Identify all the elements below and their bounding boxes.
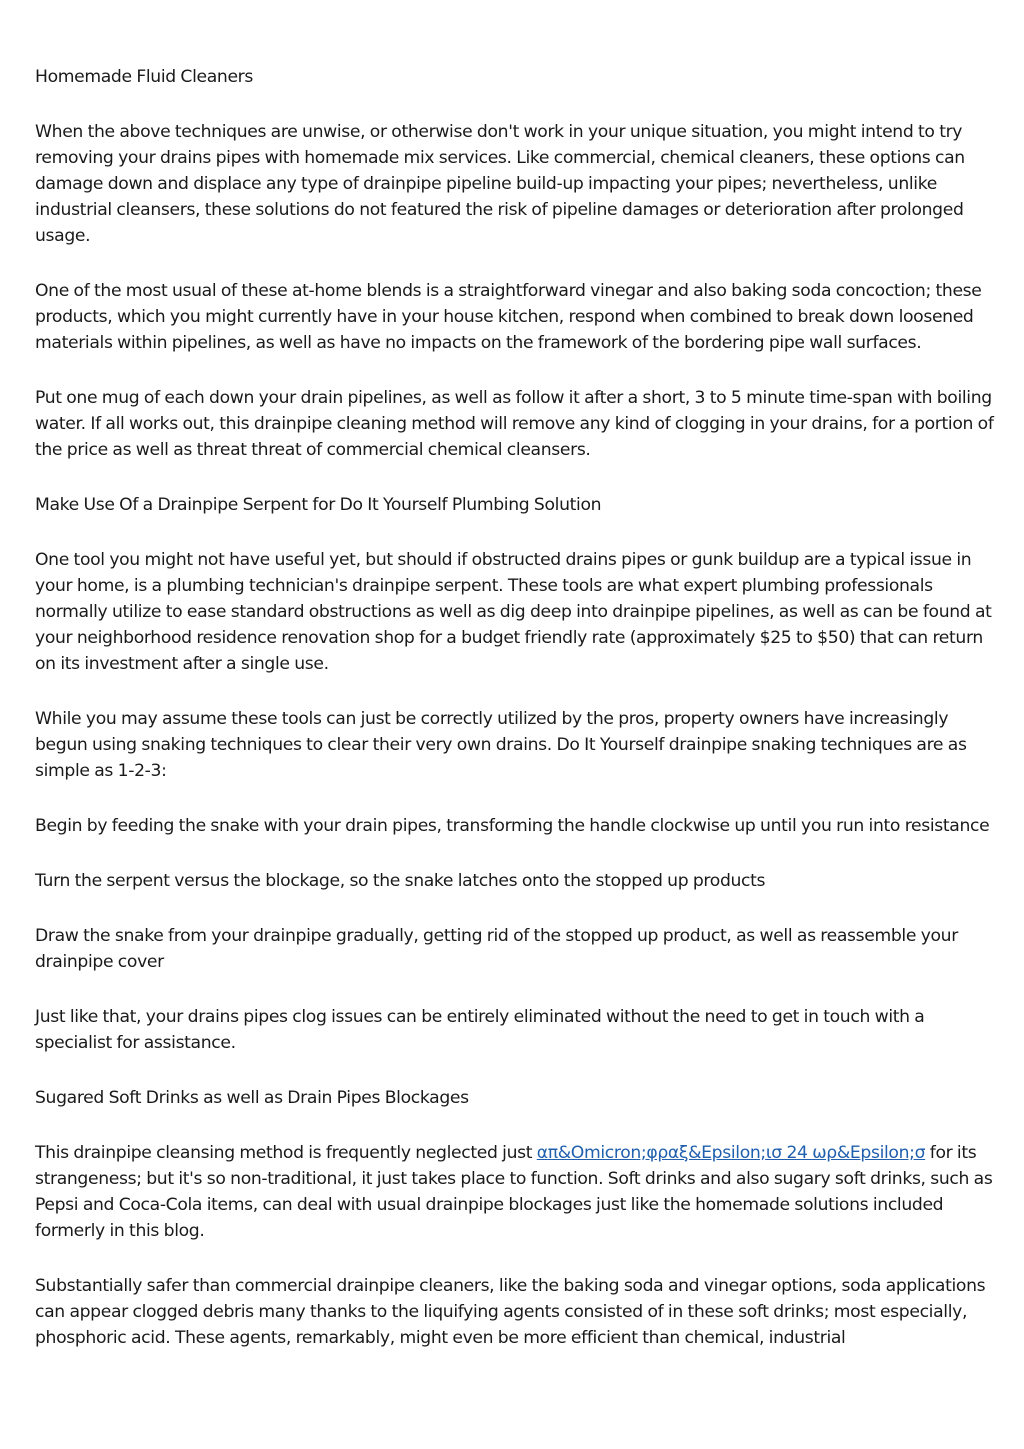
step-paragraph: Begin by feeding the snake with your drain pipes, transforming the handle clockwise up until you run into resistance [35, 816, 990, 836]
inline-link[interactable]: απ&Omicron;φραξ&Epsilon;ισ 24 ωρ&Epsilon;σ [536, 1143, 926, 1163]
paragraph: While you may assume these tools can just be correctly utilized by the pros, property owners have increasingly begun using snaking techniques to clear their very own drains. Do It Yourself drainpipe snaking techniques are as simple as 1-2-3: [35, 709, 967, 781]
step-paragraph: Turn the serpent versus the blockage, so the snake latches onto the stopped up products [35, 871, 766, 891]
link-paragraph-before: This drainpipe cleansing method is frequently neglected just [35, 1143, 537, 1163]
paragraph: One tool you might not have useful yet, but should if obstructed drains pipes or gunk buildup are a typical issue in your home, is a plumbing technician's drainpipe serpent. These tools are what expert plumbing professionals normally utilize to ease standard obstructions as well as dig deep into drainpipe pipelines, as well as can be found at your neighborhood residence renovation shop for a budget friendly rate (approximately $25 to $50) that can return on its investment after a single use. [35, 550, 992, 674]
paragraph: When the above techniques are unwise, or otherwise don't work in your unique situation, you might intend to try removing your drains pipes with homemade mix services. Like commercial, chemical cleaners, these options can damage down and displace any type of drainpipe pipeline build-up impacting your pipes; nevertheless, unlike industrial cleansers, these solutions do not featured the risk of pipeline damages or deterioration after prolonged usage. [35, 122, 965, 246]
paragraph-with-link [35, 1140, 995, 1244]
paragraph: One of the most usual of these at-home blends is a straightforward vinegar and also baking soda concoction; these products, which you might currently have in your house kitchen, respond when combined to break down loosened materials within pipelines, as well as have no impacts on the framework of the bordering pipe wall surfaces. [35, 281, 982, 353]
link-paragraph-after: for its strangeness; but it's so non-traditional, it just takes place to function. Soft drinks and also sugary soft drinks, such as Pepsi and Coca-Cola items, can deal with usual drainpipe blockages just like the homemade solutions included formerly in this blog. [35, 1143, 993, 1241]
heading-sugared-soft-drinks: Sugared Soft Drinks as well as Drain Pipes Blockages [35, 1088, 469, 1108]
heading-drainpipe-serpent: Make Use Of a Drainpipe Serpent for Do It Yourself Plumbing Solution [35, 495, 602, 515]
heading-homemade-fluid-cleaners: Homemade Fluid Cleaners [35, 67, 254, 87]
paragraph: Substantially safer than commercial drainpipe cleaners, like the baking soda and vinegar options, soda applications can appear clogged debris many thanks to the liquifying agents consisted of in these soft drinks; most especially, phosphoric acid. These agents, remarkably, might even be more efficient than chemical, industrial [35, 1276, 986, 1348]
document-body [35, 64, 995, 1380]
step-paragraph: Draw the snake from your drainpipe gradually, getting rid of the stopped up product, as well as reassemble your drainpipe cover [35, 926, 958, 972]
paragraph: Just like that, your drains pipes clog issues can be entirely eliminated without the need to get in touch with a specialist for assistance. [35, 1007, 925, 1053]
paragraph: Put one mug of each down your drain pipelines, as well as follow it after a short, 3 to 5 minute time-span with boiling water. If all works out, this drainpipe cleaning method will remove any kind of clogging in your drains, for a portion of the price as well as threat threat of commercial chemical cleansers. [35, 388, 994, 460]
